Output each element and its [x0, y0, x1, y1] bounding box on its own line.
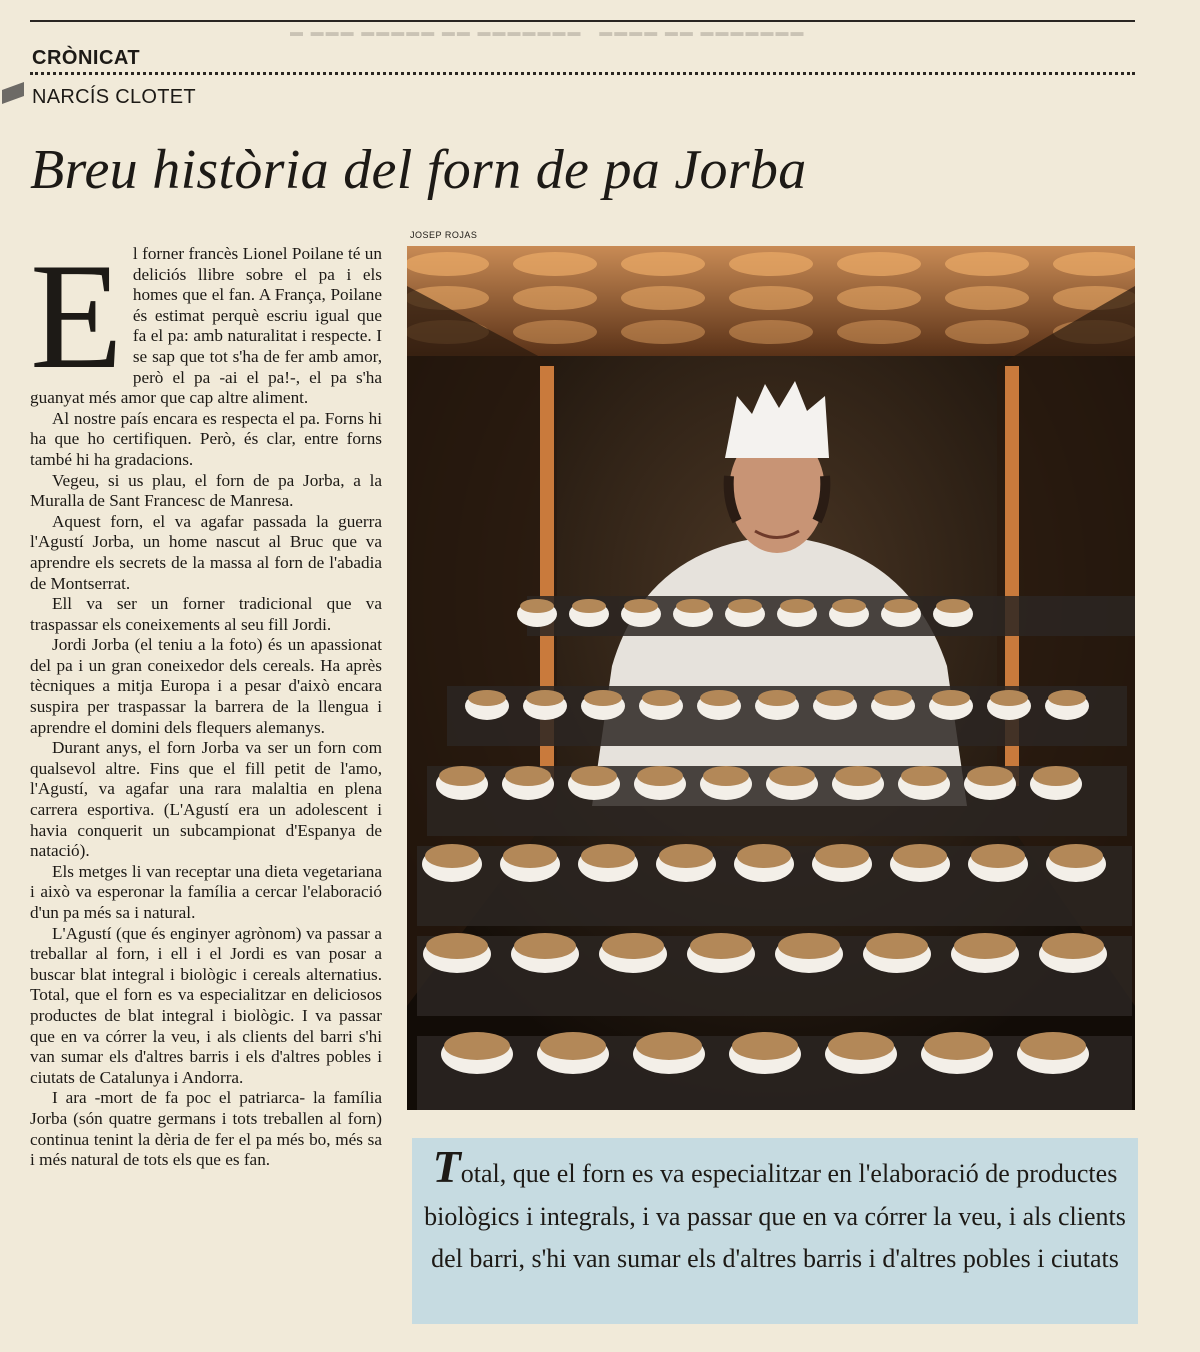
- baker-photo: [407, 246, 1135, 1110]
- paragraph-8: Els metges li van receptar una dieta vegetariana i això va esperonar la família a cercar l'elaboració d'un pa més sa i natural.: [30, 861, 382, 922]
- photo-credit: JOSEP ROJAS: [410, 230, 478, 240]
- paragraph-7: Durant anys, el forn Jorba va ser un forn com qualsevol altre. Fins que el fill petit de l'amo, l'Agustí, va agafar una rara malaltia en plena carrera esportiva. (L'Agustí era un adolescent i havia conquerit un subcampionat d'Espanya de natació).: [30, 738, 382, 861]
- drop-cap: E: [30, 232, 123, 400]
- bleed-through-text: ▬ ▬▬▬ ▬▬▬▬▬ ▬▬ ▬▬▬▬▬▬▬ ▬▬▬▬ ▬▬ ▬▬▬▬▬▬▬: [290, 24, 806, 39]
- paragraph-4: Aquest forn, el va agafar passada la guerra l'Agustí Jorba, un home nascut al Bruc que va aprendre els secrets de la massa al forn de l'abadia de Montserrat.: [30, 511, 382, 593]
- paragraph-1: El forner francès Lionel Poilane té un deliciós llibre sobre el pa i els homes que el fan. A França, Poilane és estimat perquè escriu igual que fa el pa: amb naturalitat i respecte. I se sap que tot s'ha de fer amb amor, però el pa -ai el pa!-, el pa s'ha guanyat més amor que cap altre aliment.: [30, 232, 382, 408]
- pull-quote: [412, 1138, 1138, 1324]
- paragraph-5: Ell va ser un forner tradicional que va traspassar els coneixements al seu fill Jordi.: [30, 594, 382, 634]
- baker-photo-illustration: [407, 246, 1135, 1110]
- headline: Breu història del forn de pa Jorba: [30, 139, 807, 201]
- paragraph-6: Jordi Jorba (el teniu a la foto) és un apassionat del pa i un gran coneixedor dels cereals. Ha après tècniques a mitja Europa i a pesar d'això encara suspira per traspassar la barrera de la llengua i aprendre el domini dels flequers alemanys.: [30, 635, 382, 737]
- dotted-rule: [30, 72, 1135, 75]
- ceiling-pans: [407, 252, 1135, 344]
- section-label: CRÒNICAT: [32, 47, 141, 69]
- article-body: [30, 232, 382, 1171]
- pull-quote-text: otal, que el forn es va especialitzar en l'elaboració de productes biològics i integrals, i va passar que en va córrer la veu, i als clients del barri, s'hi van sumar els d'altres barris i d'altres pobles i ciutats: [424, 1159, 1126, 1273]
- paragraph-9: L'Agustí (que és enginyer agrònom) va passar a treballar al forn, i ell i el Jordi es van posar a buscar blat integral i biològic i cereals alternatius. Total, que el forn es va especialitzar en deliciosos productes de blat integral i biològic. I va passar que en va córrer la veu, i als clients del barri s'hi van sumar els d'altres barris i els d'altres pobles i ciutats de Catalunya i Andorra.: [30, 923, 382, 1087]
- paragraph-2: Al nostre país encara es respecta el pa. Forns hi ha que ho certifiquen. Però, és clar, entre forns també hi ha gradacions.: [30, 408, 382, 469]
- top-rule: [30, 20, 1135, 22]
- author-byline: NARCÍS CLOTET: [32, 86, 196, 108]
- paragraph-10: I ara -mort de fa poc el patriarca- la família Jorba (són quatre germans i tots treballen al forn) continua tenint la dèria de fer el pa més bo, més sa i més natural de tots els que es fan.: [30, 1088, 382, 1170]
- paragraph-3: Vegeu, si us plau, el forn de pa Jorba, a la Muralla de Sant Francesc de Manresa.: [30, 470, 382, 511]
- corner-mark: [2, 82, 24, 104]
- pull-quote-cap: T: [432, 1141, 461, 1192]
